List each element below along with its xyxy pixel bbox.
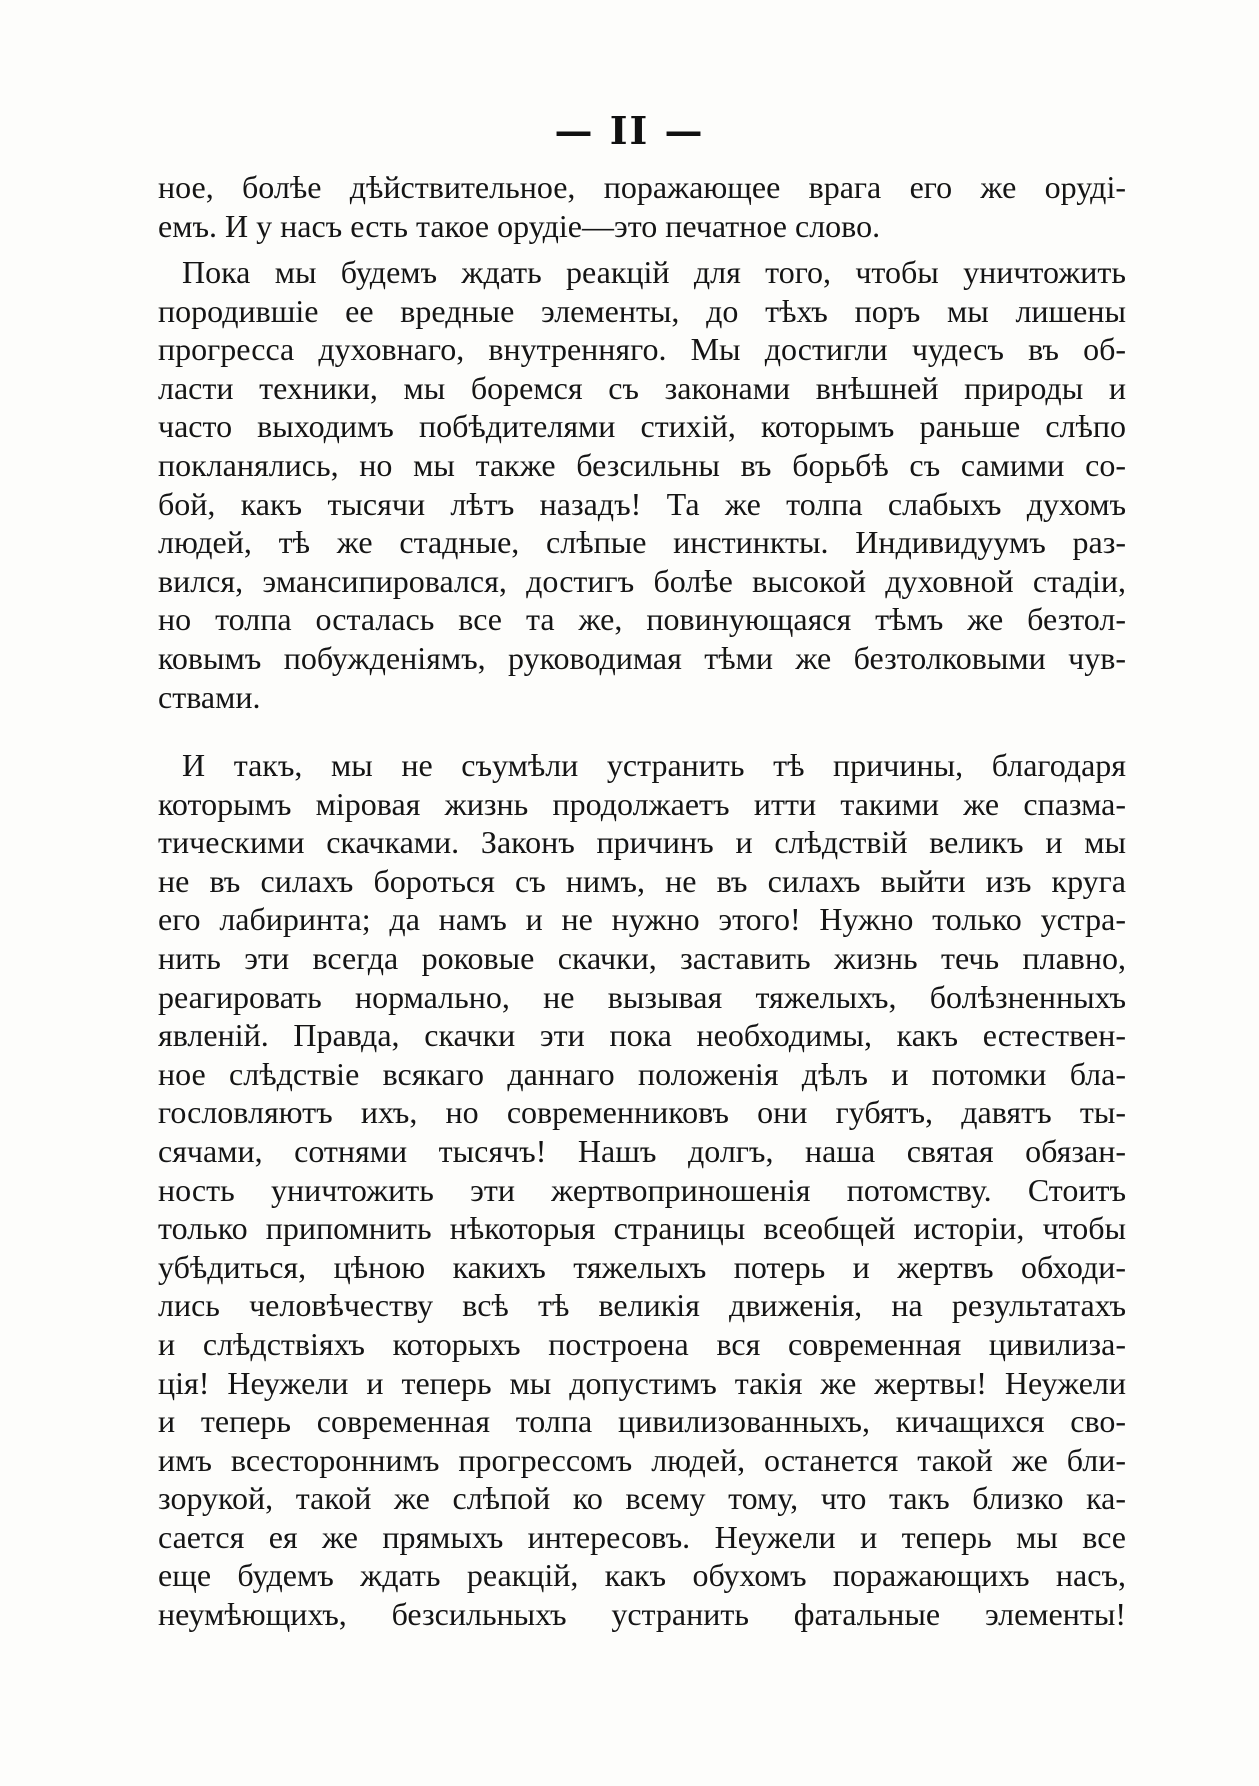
text-line: нить эти всегда роковые скачки, заставить жизнь течь плавно,	[158, 939, 1126, 976]
text-line: ствами.	[158, 678, 261, 715]
text-line: ность уничтожить эти жертвоприношенiя потомству. Стоитъ	[158, 1171, 1126, 1208]
text-line: ласти техники, мы боремся съ законами внѣшней природы и	[158, 369, 1126, 406]
text-line: породившiе ее вредные элементы, до тѣхъ поръ мы лишены	[158, 292, 1126, 329]
text-line: тическими скачками. Законъ причинъ и слѣдствiй великъ и мы	[158, 824, 1126, 861]
text-line: лись человѣчеству всѣ тѣ великiя движенiя, на результатахъ	[158, 1287, 1126, 1324]
text-line: часто выходимъ побѣдителями стихiй, которымъ раньше слѣпо	[158, 408, 1126, 445]
text-line: его лабиринта; да намъ и не нужно этого! Нужно только устра-	[158, 901, 1126, 938]
text-line: бой, какъ тысячи лѣтъ назадъ! Та же толпа слабыхъ духомъ	[158, 485, 1126, 522]
text-line: сается ея же прямыхъ интересовъ. Неужели и теперь мы все	[158, 1518, 1126, 1555]
text-line: гословляютъ ихъ, но современниковъ они губятъ, давятъ ты-	[158, 1094, 1126, 1131]
text-line: ное, болѣе дѣйствительное, поражающее врага его же орудi-	[158, 169, 1126, 205]
paragraph-3	[158, 746, 1126, 1634]
text-line: ное слѣдствiе всякаго даннаго положенiя дѣлъ и потомки бла-	[158, 1055, 1126, 1092]
text-line: цiя! Неужели и теперь мы допустимъ такiя же жертвы! Неужели	[158, 1364, 1126, 1401]
text-line: не въ силахъ бороться съ нимъ, не въ силахъ выйти изъ круга	[158, 862, 1126, 899]
text-line: покланялись, но мы также безсильны въ борьбѣ съ самими со-	[158, 446, 1126, 483]
text-line: еще будемъ ждать реакцiй, какъ обухомъ поражающихъ насъ,	[158, 1557, 1126, 1594]
text-line: которымъ мiровая жизнь продолжаетъ итти такими же спазма-	[158, 785, 1126, 822]
text-line: имъ всестороннимъ прогрессомъ людей, останется такой же бли-	[158, 1441, 1126, 1478]
text-line: прогресса духовнаго, внутренняго. Мы достигли чудесъ въ об-	[158, 331, 1126, 368]
paragraph-2	[158, 253, 1126, 716]
text-line: сячами, сотнями тысячъ! Нашъ долгъ, наша святая обязан-	[158, 1132, 1126, 1169]
text-line: ковымъ побужденiямъ, руководимая тѣми же безтолковыми чув-	[158, 639, 1126, 676]
text-line: и слѣдствiяхъ которыхъ построена вся современная цивилиза-	[158, 1325, 1126, 1362]
text-line: емъ. И у насъ есть такое орудiе—это печатное слово.	[158, 207, 881, 244]
text-line: вился, эмансипировался, достигъ болѣе высокой духовной стадiи,	[158, 562, 1126, 599]
text-line: людей, тѣ же стадные, слѣпые инстинкты. Индивидуумъ раз-	[158, 524, 1126, 561]
text-line: реагировать нормально, не вызывая тяжелыхъ, болѣзненныхъ	[158, 978, 1126, 1015]
text-line: убѣдиться, цѣною какихъ тяжелыхъ потерь и жертвъ обходи-	[158, 1248, 1126, 1285]
text-line: но толпа осталась все та же, повинующаяся тѣмъ же безтол-	[158, 601, 1126, 638]
text-line: и теперь современная толпа цивилизованныхъ, кичащихся сво-	[158, 1403, 1126, 1440]
paragraph-1	[158, 168, 1126, 245]
text-line: Пока мы будемъ ждать реакцiй для того, чтобы уничтожить	[182, 254, 1126, 290]
text-line: явленiй. Правда, скачки эти пока необходимы, какъ естествен-	[158, 1017, 1126, 1054]
text-line: только припомнить нѣкоторыя страницы всеобщей исторiи, чтобы	[158, 1210, 1126, 1247]
text-line: неумѣющихъ, безсильныхъ устранить фатальные элементы!	[158, 1596, 1126, 1633]
page-number: — II —	[554, 108, 705, 153]
text-line: зорукой, такой же слѣпой ко всему тому, что такъ близко ка-	[158, 1480, 1126, 1517]
text-line: И такъ, мы не съумѣли устранить тѣ причины, благодаря	[182, 747, 1126, 783]
